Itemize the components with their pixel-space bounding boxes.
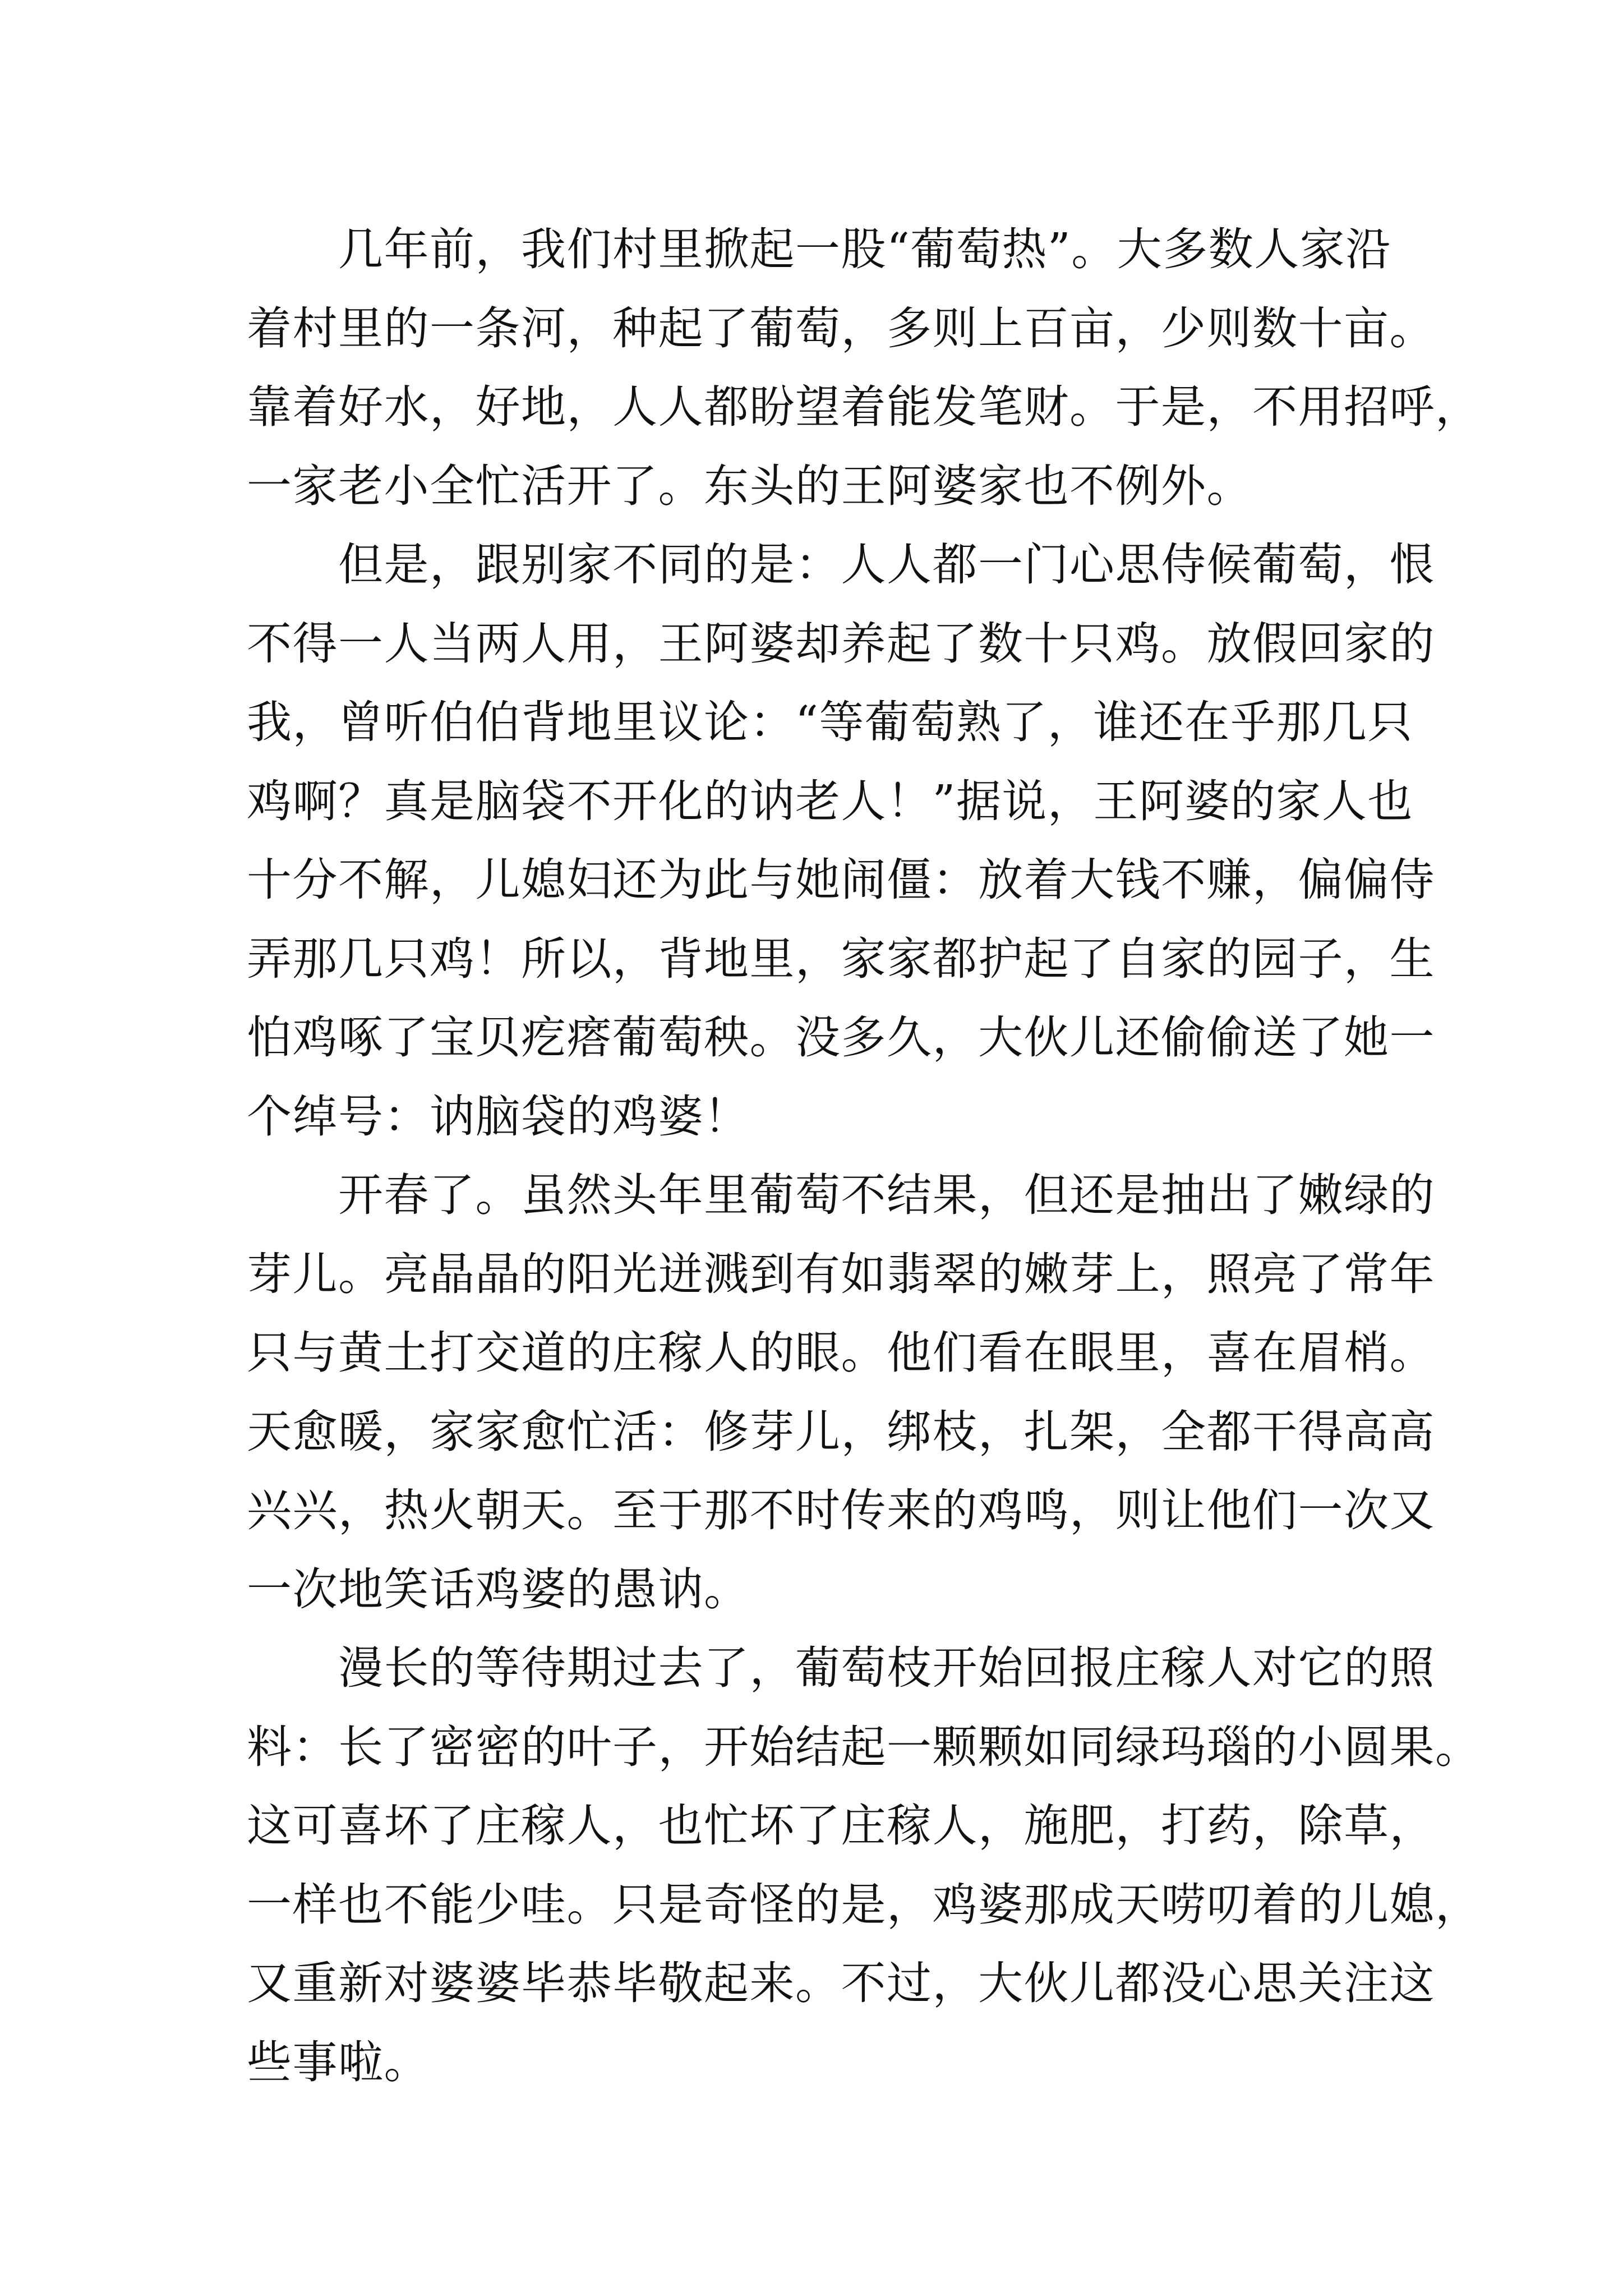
- text-line: 一样也不能少哇。只是奇怪的是，鸡婆那成天唠叨着的儿媳，: [247, 1878, 1481, 1931]
- text-line: 又重新对婆婆毕恭毕敬起来。不过，大伙儿都没心思关注这: [247, 1957, 1435, 2009]
- text-line: 怕鸡啄了宝贝疙瘩葡萄秧。没多久，大伙儿还偷偷送了她一: [247, 1011, 1435, 1064]
- text-line: 开春了。虽然头年里葡萄不结果，但还是抽出了嫩绿的: [247, 1169, 1435, 1221]
- body-text: [247, 210, 1481, 2102]
- text-line: 鸡啊？真是脑袋不开化的讷老人！”据说，王阿婆的家人也: [247, 775, 1413, 827]
- text-line: 不得一人当两人用，王阿婆却养起了数十只鸡。放假回家的: [247, 617, 1435, 670]
- text-line: 天愈暖，家家愈忙活：修芽儿，绑枝，扎架，全都干得高高: [247, 1405, 1435, 1458]
- text-line: 一家老小全忙活开了。东头的王阿婆家也不例外。: [247, 459, 1252, 512]
- text-line: 只与黄土打交道的庄稼人的眼。他们看在眼里，喜在眉梢。: [247, 1327, 1435, 1379]
- text-line: 靠着好水，好地，人人都盼望着能发笔财。于是，不用招呼，: [247, 381, 1481, 433]
- text-line: 一次地笑话鸡婆的愚讷。: [247, 1563, 750, 1616]
- text-line: 十分不解，儿媳妇还为此与她闹僵：放着大钱不赚，偏偏侍: [247, 854, 1435, 906]
- text-line: 着村里的一条河，种起了葡萄，多则上百亩，少则数十亩。: [247, 302, 1435, 355]
- text-line: 但是，跟别家不同的是：人人都一门心思侍候葡萄，恨: [247, 539, 1435, 591]
- text-line: 芽儿。亮晶晶的阳光迸溅到有如翡翠的嫩芽上，照亮了常年: [247, 1248, 1435, 1300]
- text-line: 几年前，我们村里掀起一股“葡萄热”。大多数人家沿: [247, 223, 1391, 275]
- text-line: 弄那几只鸡！所以，背地里，家家都护起了自家的园子，生: [247, 932, 1435, 985]
- text-line: 兴兴，热火朝天。至于那不时传来的鸡鸣，则让他们一次又: [247, 1484, 1435, 1536]
- text-line: 我，曾听伯伯背地里议论：“等葡萄熟了，谁还在乎那几只: [247, 696, 1413, 748]
- text-line: 漫长的等待期过去了，葡萄枝开始回报庄稼人对它的照: [247, 1642, 1435, 1694]
- text-line: 些事啦。: [247, 2036, 430, 2088]
- text-line: 个绰号：讷脑袋的鸡婆！: [247, 1090, 750, 1143]
- text-line: 料：长了密密的叶子，开始结起一颗颗如同绿玛瑙的小圆果。: [247, 1720, 1481, 1773]
- text-line: 这可喜坏了庄稼人，也忙坏了庄稼人，施肥，打药，除草，: [247, 1800, 1435, 1852]
